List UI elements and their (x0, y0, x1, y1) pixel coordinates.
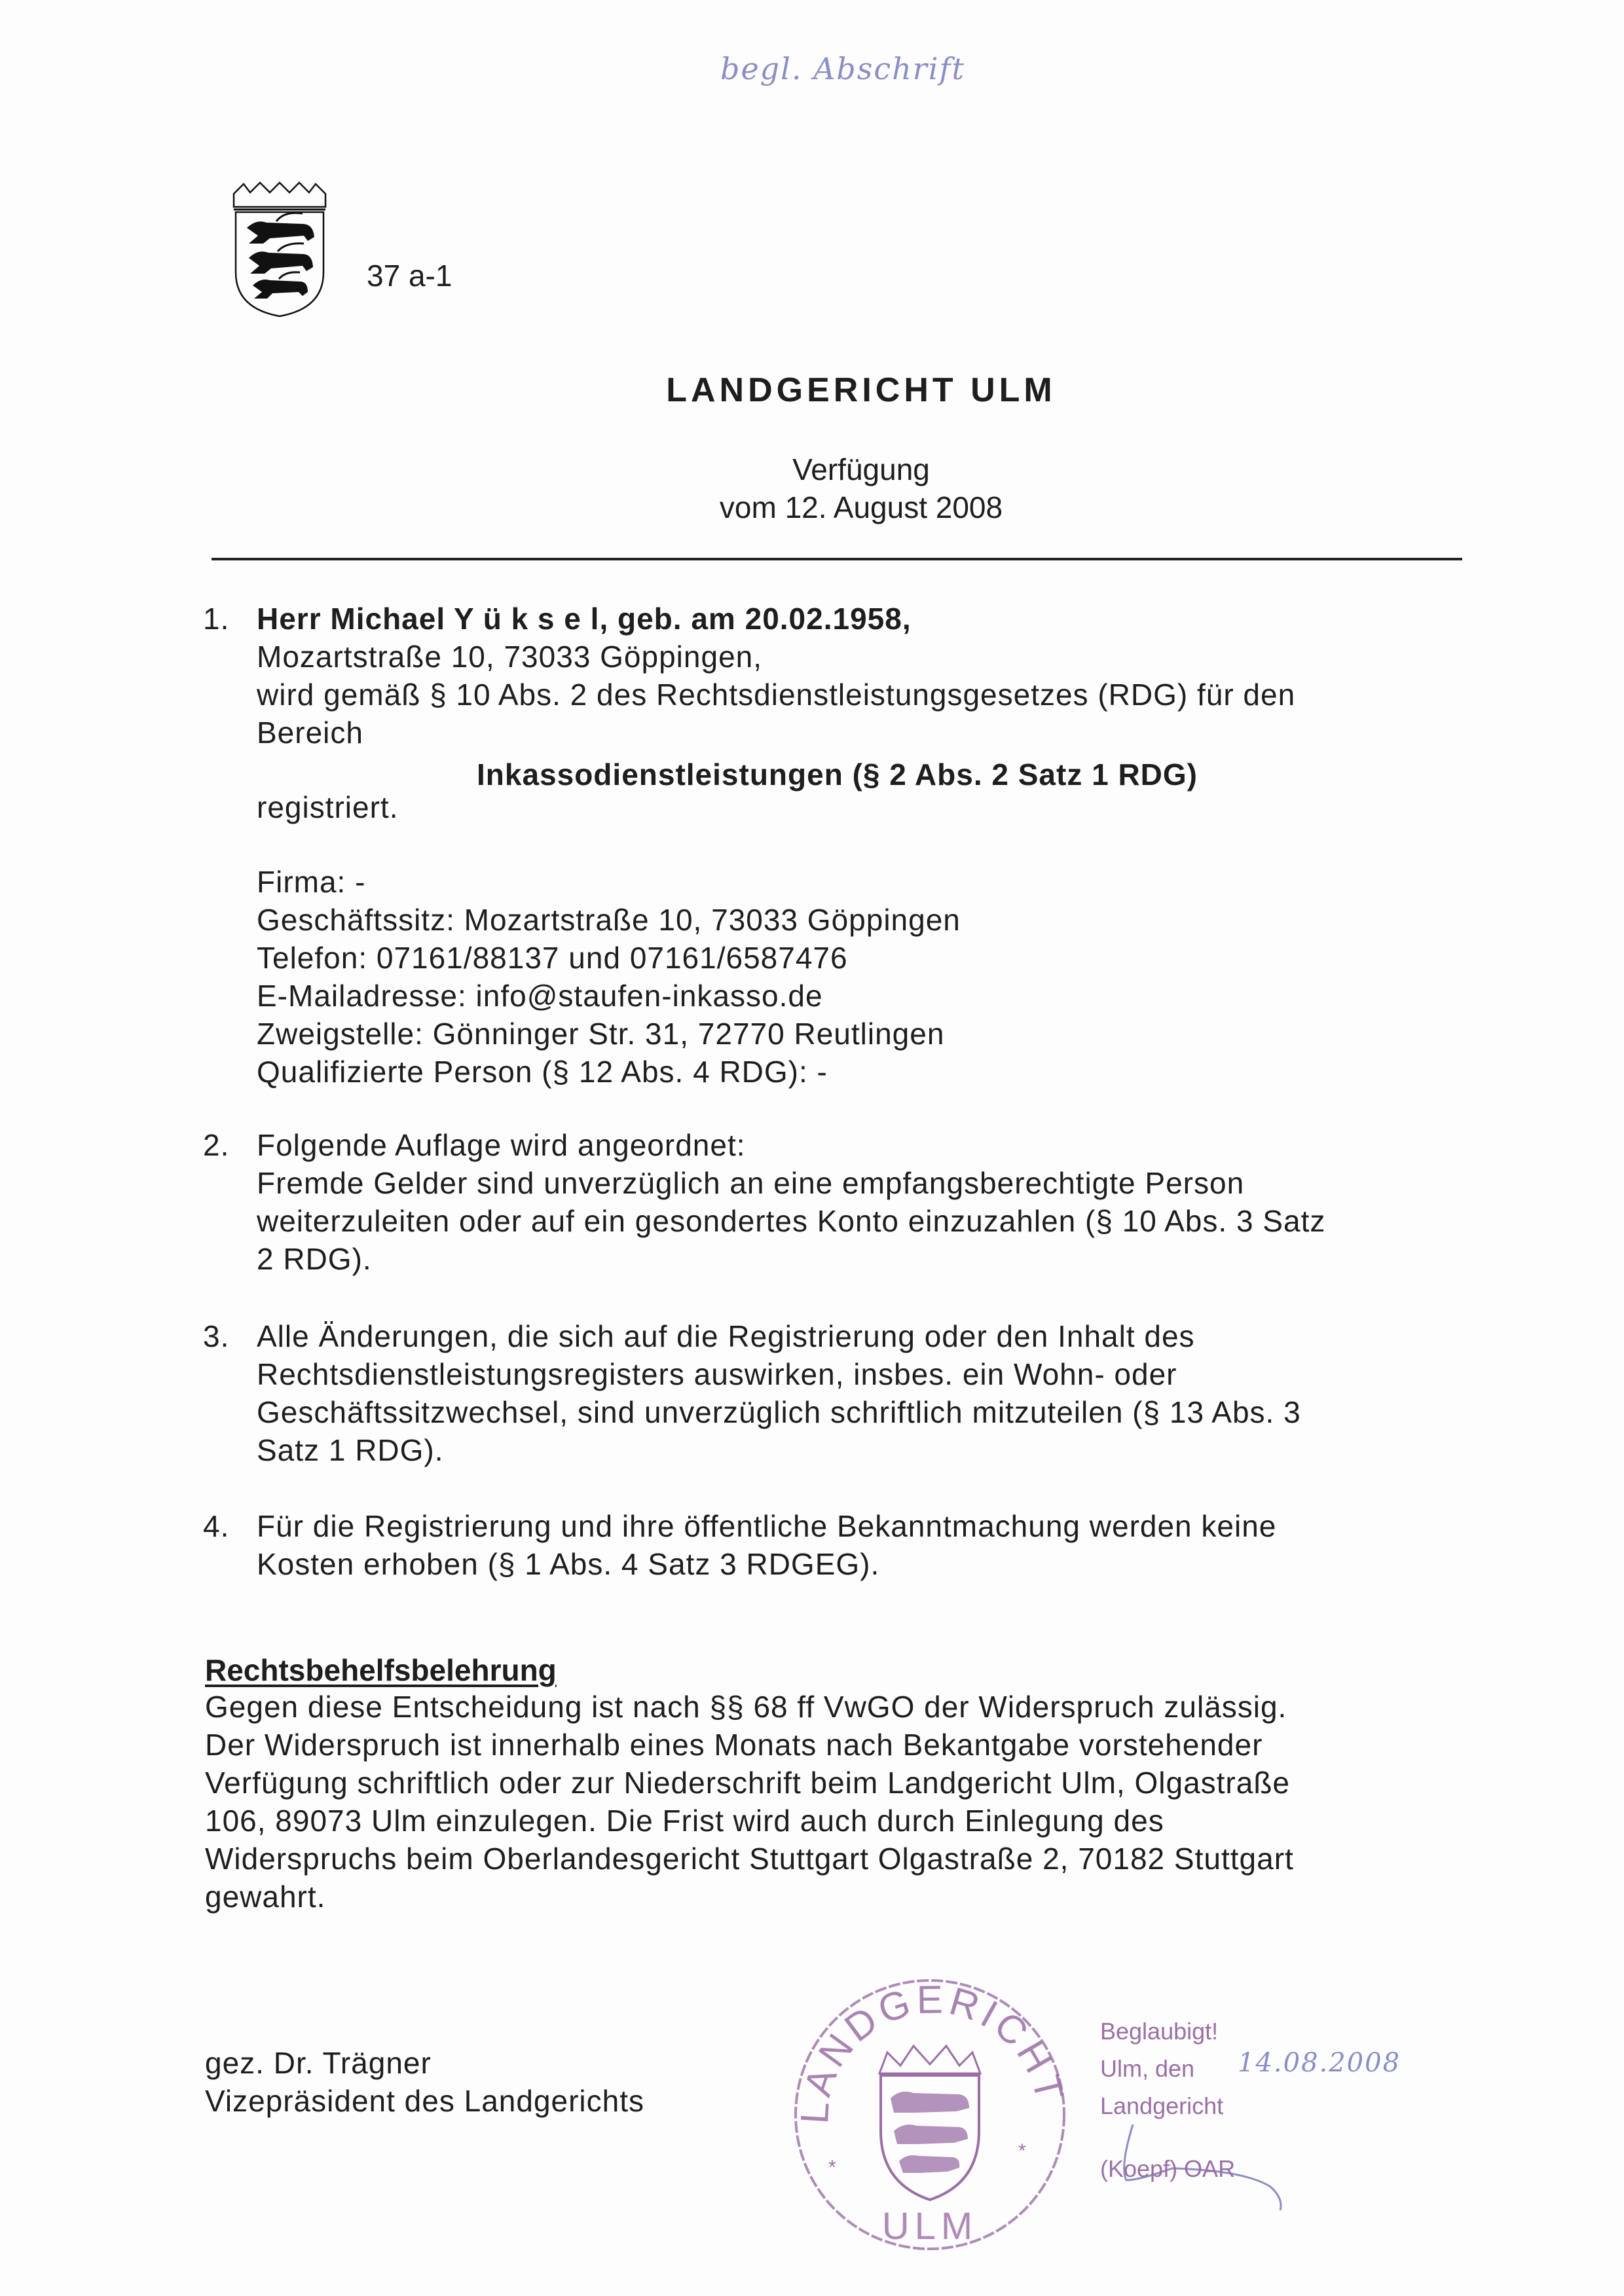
signer-name: gez. Dr. Trägner (205, 2046, 432, 2080)
seal-bottom-text: ULM (881, 2205, 978, 2248)
certified-court: Landgericht (1100, 2092, 1224, 2119)
court-seal-icon (783, 1967, 1077, 2262)
remedy-line: Der Widerspruch ist innerhalb eines Monats nach Bekantgabe vorstehender (205, 1728, 1263, 1762)
svg-text:*: * (828, 2157, 836, 2178)
detail-qualifizierte-person: Qualifizierte Person (§ 12 Abs. 4 RDG): - (257, 1055, 828, 1089)
registrant-name: Herr Michael Y ü k s e l, geb. am 20.02.1958, (257, 602, 912, 636)
detail-geschaeftssitz: Geschäftssitz: Mozartstraße 10, 73033 Göppingen (257, 903, 961, 937)
document-type: Verfügung (792, 452, 930, 486)
registration-details (257, 863, 961, 1091)
detail-telefon: Telefon: 07161/88137 und 07161/6587476 (257, 941, 848, 975)
item-number: 2. (203, 1128, 230, 1162)
court-name: LANDGERICHT ULM (666, 371, 1056, 409)
item-2-text (257, 1126, 1325, 1278)
coat-of-arms-icon (231, 181, 329, 318)
certification-stamp (1100, 2013, 1223, 2124)
item-line: Rechtsdienstleistungsregisters auswirken, insbes. ein Wohn- oder (257, 1357, 1177, 1391)
detail-email: E-Mailadresse: info@staufen-inkasso.de (257, 979, 823, 1013)
item-number: 1. (203, 602, 230, 636)
legal-remedy-heading: Rechtsbehelfsbelehrung (205, 1653, 557, 1687)
detail-firma: Firma: - (257, 865, 366, 899)
legal-remedy-text (205, 1688, 1515, 1916)
item-line: Kosten erhoben (§ 1 Abs. 4 Satz 3 RDGEG). (257, 1547, 880, 1581)
certified-place: Ulm, den (1100, 2055, 1195, 2082)
item-4-text (257, 1507, 1276, 1583)
registered-text: registriert. (257, 790, 399, 824)
document-date: vom 12. August 2008 (719, 490, 1003, 524)
item-line: Satz 1 RDG). (257, 1433, 444, 1467)
seal-top-text: LANDGERICHT (792, 1977, 1073, 2125)
item-number: 4. (203, 1509, 230, 1543)
certified-date-handwritten: 14.08.2008 (1238, 2048, 1401, 2078)
remedy-line: gewahrt. (205, 1880, 326, 1914)
detail-zweigstelle: Zweigstelle: Gönninger Str. 31, 72770 Reutlingen (257, 1017, 945, 1051)
item-line: Alle Änderungen, die sich auf die Registrierung oder den Inhalt des (257, 1319, 1195, 1353)
legal-basis: wird gemäß § 10 Abs. 2 des Rechtsdienstleistungsgesetzes (RDG) für den (257, 678, 1296, 712)
item-1-text (257, 600, 1295, 752)
document-reference: 37 a-1 (367, 259, 452, 293)
item-line: Geschäftssitzwechsel, sind unverzüglich schriftlich mitzuteilen (§ 13 Abs. 3 (257, 1395, 1301, 1429)
service-area: Inkassodienstleistungen (§ 2 Abs. 2 Satz 1 RDG) (477, 757, 1198, 792)
divider (212, 558, 1462, 560)
signature-block (205, 2044, 644, 2120)
item-line: 2 RDG). (257, 1242, 372, 1276)
registrant-address: Mozartstraße 10, 73033 Göppingen, (257, 640, 763, 674)
item-3-text (257, 1317, 1301, 1469)
item-line: Fremde Gelder sind unverzüglich an eine empfangsberechtigte Person (257, 1166, 1245, 1200)
handwritten-note: begl. Abschrift (720, 51, 965, 86)
item-line: weiterzuleiten oder auf ein gesondertes Konto einzuzahlen (§ 10 Abs. 3 Satz (257, 1204, 1326, 1238)
remedy-line: Verfügung schriftlich oder zur Niederschrift beim Landgericht Ulm, Olgastraße (205, 1766, 1291, 1800)
signer-title: Vizepräsident des Landgerichts (205, 2084, 645, 2118)
remedy-line: Widerspruchs beim Oberlandesgericht Stuttgart Olgastraße 2, 70182 Stuttgart (205, 1842, 1294, 1876)
item-line: Für die Registrierung und ihre öffentliche Bekanntmachung werden keine (257, 1509, 1277, 1543)
item-number: 3. (203, 1319, 230, 1353)
certified-label: Beglaubigt! (1100, 2018, 1219, 2045)
remedy-line: 106, 89073 Ulm einzulegen. Die Frist wird auch durch Einlegung des (205, 1804, 1164, 1838)
bereich-label: Bereich (257, 716, 363, 750)
certifying-official: (Koepf) OAR (1100, 2155, 1236, 2182)
svg-text:*: * (1018, 2140, 1026, 2162)
document-subtitle (49, 450, 1624, 526)
remedy-line: Gegen diese Entscheidung ist nach §§ 68 ff VwGO der Widerspruch zulässig. (205, 1690, 1287, 1724)
item-line: Folgende Auflage wird angeordnet: (257, 1128, 746, 1162)
